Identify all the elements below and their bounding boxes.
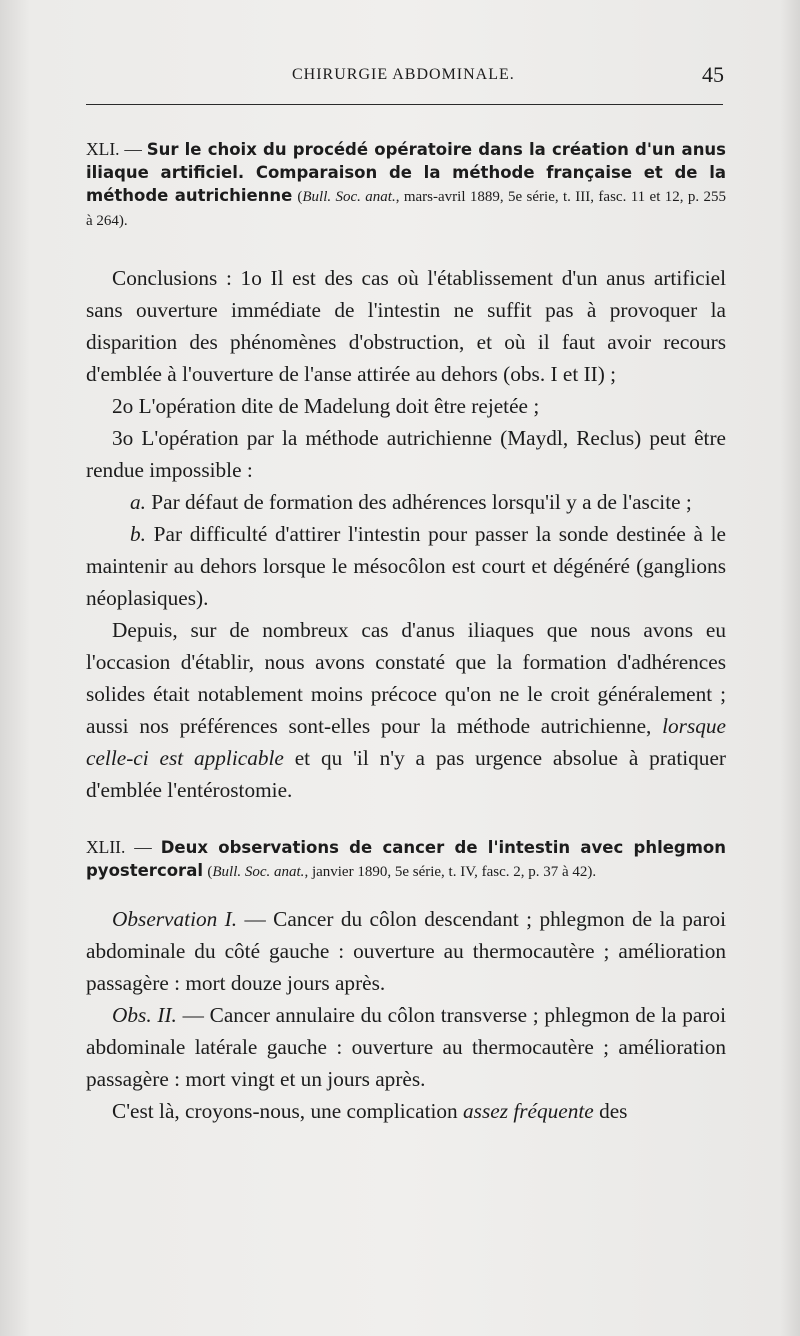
header-rule <box>86 104 723 105</box>
running-title: CHIRURGIE ABDOMINALE. <box>292 66 515 83</box>
item-label: b. <box>130 522 146 546</box>
entry-xlii-heading: XLII. — Deux observations de cancer de l'intestin avec phlegmon pyostercoral (Bull. Soc. anat., janvier 1890, 5e série, t. IV, fasc. 2, p. 37 à 42). <box>86 837 727 880</box>
emphasis-text: assez fréquente <box>463 1099 594 1123</box>
item-label: a. <box>130 490 146 514</box>
paragraph-conclusions: Conclusions : 1o Il est des cas où l'établissement d'un anus artificiel sans ouverture immédiate de l'intestin ne suffit pas à provoquer la disparition des phénomènes d'obstruction, et où il faut avoir recours d'emblée à l'ouverture de l'anse attirée au dehors (obs. I et II) ; <box>86 266 726 386</box>
entry-number: XLI. — <box>86 139 142 159</box>
reference-details: , mars-avril 1889, 5e série, t. III, fasc. 11 et 12, p. 255 à 264). <box>86 189 727 229</box>
reference-details: , janvier 1890, 5e série, t. IV, fasc. 2, p. 37 à 42). <box>304 864 597 880</box>
journal-name: Bull. Soc. anat. <box>302 189 396 205</box>
item-text: Par difficulté d'attirer l'intestin pour passer la sonde destinée à le maintenir au dehors lorsque le mésocôlon est court et dégénéré (ganglions néoplasiques). <box>86 522 726 610</box>
entry-title: Deux observations de cancer de l'intestin avec phlegmon pyostercoral <box>86 838 727 880</box>
observation-label: Observation I. <box>112 907 238 931</box>
paragraph-point-a <box>86 486 726 518</box>
entry-title: Sur le choix du procédé opératoire dans la création d'un anus iliaque artificiel. Comparaison de la méthode française et de la méthode autrichienne <box>86 140 727 205</box>
entry-xli-heading: XLI. — Sur le choix du procédé opératoire dans la création d'un anus iliaque artificiel. Comparaison de la méthode française et de la méthode autrichienne (Bull. Soc. anat., mars-avril 1889, 5e série, t. III, fasc. 11 et 12, p. 255 à 264). <box>86 139 727 229</box>
observation-label: Obs. II. <box>112 1003 177 1027</box>
emphasis-text: lorsque celle-ci est applicable <box>86 714 726 770</box>
paragraph-observation-2 <box>86 999 726 1095</box>
observation-text: — Cancer annulaire du côlon transverse ; phlegmon de la paroi abdominale latérale gauche : ouverture au thermocautère ; amélioration passagère : mort vingt et un jours après. <box>86 1003 726 1091</box>
paragraph-point-b <box>86 518 726 614</box>
item-text: Par défaut de formation des adhérences lorsqu'il y a de l'ascite ; <box>145 490 692 514</box>
observation-text: — Cancer du côlon descendant ; phlegmon de la paroi abdominale du côté gauche : ouverture au thermocautère ; amélioration passagère : mort douze jours après. <box>86 907 727 995</box>
paragraph-point-2: 2o L'opération dite de Madelung doit être rejetée ; <box>112 394 540 418</box>
paragraph-closing: C'est là, croyons-nous, une complication assez fréquente des <box>112 1099 628 1123</box>
paragraph-observation-1 <box>86 903 726 999</box>
journal-name: Bull. Soc. anat. <box>212 864 305 880</box>
page-header <box>88 64 724 92</box>
page-number: 45 <box>702 62 724 87</box>
page-content <box>86 138 726 1127</box>
entry-number: XLII. — <box>86 837 152 857</box>
paragraph-depuis: Depuis, sur de nombreux cas d'anus iliaques que nous avons eu l'occasion d'établir, nous avons constaté que la formation d'adhérences solides était notablement moins précoce qu'on ne le croit généralement ; aussi nos préférences sont-elles pour la méthode autrichienne, lorsque celle-ci est applicable et qu 'il n'y a pas urgence absolue à pratiquer d'emblée l'entérostomie. <box>86 618 726 802</box>
paragraph-point-3: 3o L'opération par la méthode autrichienne (Maydl, Reclus) peut être rendue impossible : <box>86 426 726 482</box>
